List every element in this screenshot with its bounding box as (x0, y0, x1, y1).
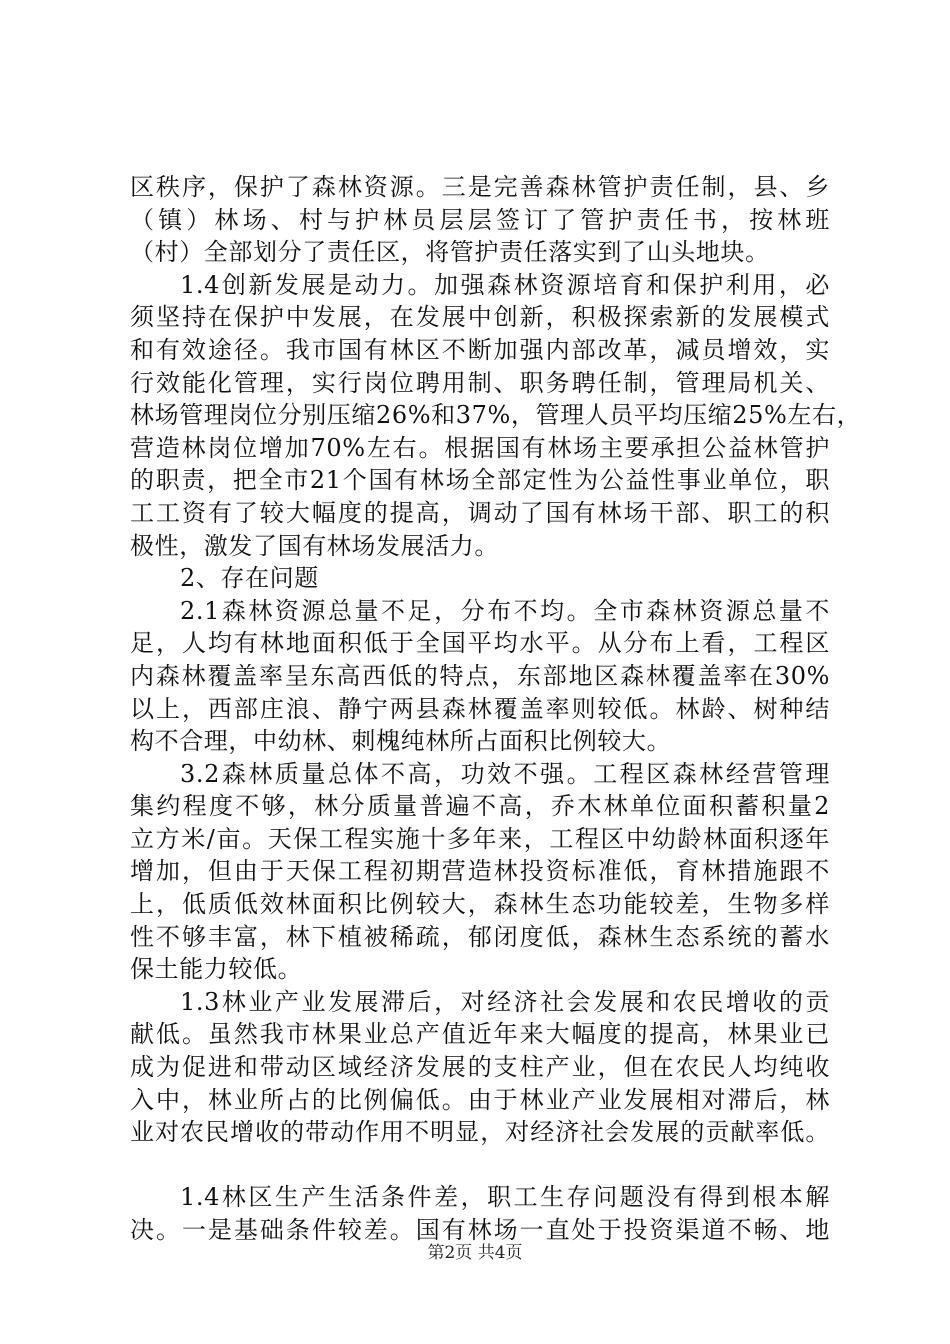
text-line: 增加，但由于天保工程初期营造林投资标准低，育林措施跟不 (130, 857, 830, 886)
text-line: 立方米/亩。天保工程实施十多年来，工程区中幼龄林面积逐年 (130, 824, 830, 853)
text-line: 保土能力较低。 (130, 955, 303, 984)
page-number-footer: 第2页 共4页 (427, 1243, 523, 1263)
text-line: 和有效途径。我市国有林区不断加强内部改革，减员增效，实 (130, 335, 830, 364)
section-heading: 2、存在问题 (180, 564, 319, 593)
paragraph-start: 1.4林区生产生活条件差，职工生存问题没有得到根本解 (180, 1183, 830, 1212)
blank-line (130, 1149, 830, 1182)
text-line: 决。一是基础条件较差。国有林场一直处于投资渠道不畅、地 (130, 1216, 830, 1244)
text-line: 献低。虽然我市林果业总产值近年来大幅度的提高，林果业已 (130, 1020, 830, 1049)
paragraph-start: 1.3林业产业发展滞后，对经济社会发展和农民增收的贡 (180, 987, 830, 1016)
text-line: 成为促进和带动区域经济发展的支柱产业，但在农民人均纯收 (130, 1053, 830, 1082)
text-line: 入中，林业所占的比例偏低。由于林业产业发展相对滞后，林 (130, 1085, 830, 1114)
text-line: 极性，激发了国有林场发展活力。 (130, 531, 499, 560)
text-line: 须坚持在保护中发展，在发展中创新，积极探索新的发展模式 (130, 303, 830, 332)
paragraph-start: 1.4创新发展是动力。加强森林资源培育和保护利用，必 (180, 270, 830, 299)
text-line: 林场管理岗位分别压缩26%和37%，管理人员平均压缩25%左右， (130, 401, 862, 430)
text-line: 业对农民增收的带动作用不明显，对经济社会发展的贡献率低。 (130, 1118, 830, 1147)
text-line: 区秩序，保护了森林资源。三是完善森林管护责任制，县、乡 (130, 173, 830, 201)
text-line: 以上，西部庄浪、静宁两县森林覆盖率则较低。林龄、树种结 (130, 694, 830, 723)
text-line: 构不合理，中幼林、刺槐纯林所占面积比例较大。 (130, 727, 672, 756)
paragraph-start: 2.1森林资源总量不足，分布不均。全市森林资源总量不 (180, 596, 830, 625)
text-line: 的职责，把全市21个国有林场全部定性为公益性事业单位，职 (130, 466, 830, 495)
paragraph-start: 3.2森林质量总体不高，功效不强。工程区森林经营管理 (180, 759, 830, 788)
text-line: 上，低质低效林面积比例较大，森林生态功能较差，生物多样 (130, 890, 830, 919)
text-line: （镇）林场、村与护林员层层签订了管护责任书，按林班 (130, 205, 830, 234)
text-line: 工工资有了较大幅度的提高，调动了国有林场干部、职工的积 (130, 498, 830, 527)
text-line: （村）全部划分了责任区，将管护责任落实到了山头地块。 (130, 238, 770, 267)
text-line: 内森林覆盖率呈东高西低的特点，东部地区森林覆盖率在30% (130, 661, 830, 690)
text-line: 足，人均有林地面积低于全国平均水平。从分布上看，工程区 (130, 629, 830, 658)
body-text (130, 171, 862, 1247)
text-line: 性不够丰富，林下植被稀疏，郁闭度低，森林生态系统的蓄水 (130, 922, 830, 951)
text-line: 集约程度不够，林分质量普遍不高，乔木林单位面积蓄积量2 (130, 792, 830, 821)
text-line: 行效能化管理，实行岗位聘用制、职务聘任制，管理局机关、 (130, 368, 830, 397)
text-line: 营造林岗位增加70%左右。根据国有林场主要承担公益林管护 (130, 433, 830, 462)
